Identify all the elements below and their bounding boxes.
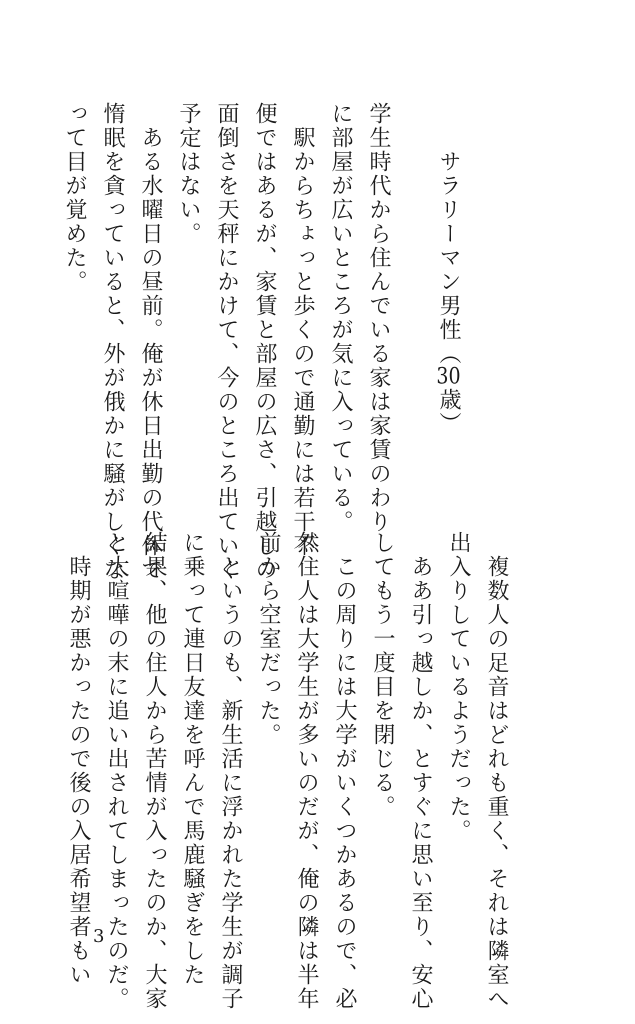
text-line: してもう一度目を閉じる。 — [370, 531, 395, 819]
text-line: 前から空室だった。 — [256, 531, 281, 747]
text-line: 便ではあるが、家賃と部屋の広さ、引越しの — [252, 102, 277, 582]
text-line: 然住人は大学生が多いのだが、俺の隣は半年 — [294, 531, 319, 1011]
text-line: 学生時代から住んでいる家は家賃のわり — [366, 102, 391, 534]
text-line: に乗って連日友達を呼んで馬鹿騒ぎをした — [180, 531, 205, 987]
title-suffix: 歳） — [436, 388, 461, 436]
text-line: 出入りしているようだった。 — [446, 531, 471, 843]
text-line: というのも、新生活に浮かれた学生が調子 — [218, 531, 243, 1011]
text-line: 惰眠を貪っていると、外が俄かに騒がしくな — [100, 102, 125, 582]
text-line: に部屋が広いところが気に入っている。 — [328, 102, 353, 534]
text-line: 駅からちょっと歩くので通勤には若干不 — [290, 102, 315, 558]
page-number: 3 — [93, 926, 105, 947]
title-age: 30 — [436, 366, 461, 388]
text-line: 面倒さを天秤にかけて、今のところ出ていく — [214, 102, 239, 582]
text-line: ああ引っ越しか、とすぐに思い至り、安心 — [408, 531, 433, 1011]
text-line: って目が覚めた。 — [62, 102, 87, 294]
text-line: ある水曜日の昼前。俺が休日出勤の代休で — [138, 102, 163, 582]
text-line: 複数人の足音はどれも重く、それは隣室へ — [484, 531, 509, 1011]
text-line: 予定はない。 — [176, 102, 201, 246]
text-line: 時期が悪かったので後の入居希望者もい — [66, 531, 91, 987]
bottom-text-block — [59, 531, 515, 1011]
text-line: と大喧嘩の末に追い出されてしまったのだ。 — [104, 531, 129, 1011]
top-text-block — [55, 102, 397, 582]
chapter-title — [429, 150, 467, 450]
text-line: この周りには大学がいくつかあるので、必 — [332, 531, 357, 1011]
title-prefix: サラリーマン男性（ — [436, 150, 461, 366]
text-line: 結果、他の住人から苦情が入ったのか、大家 — [142, 531, 167, 1011]
